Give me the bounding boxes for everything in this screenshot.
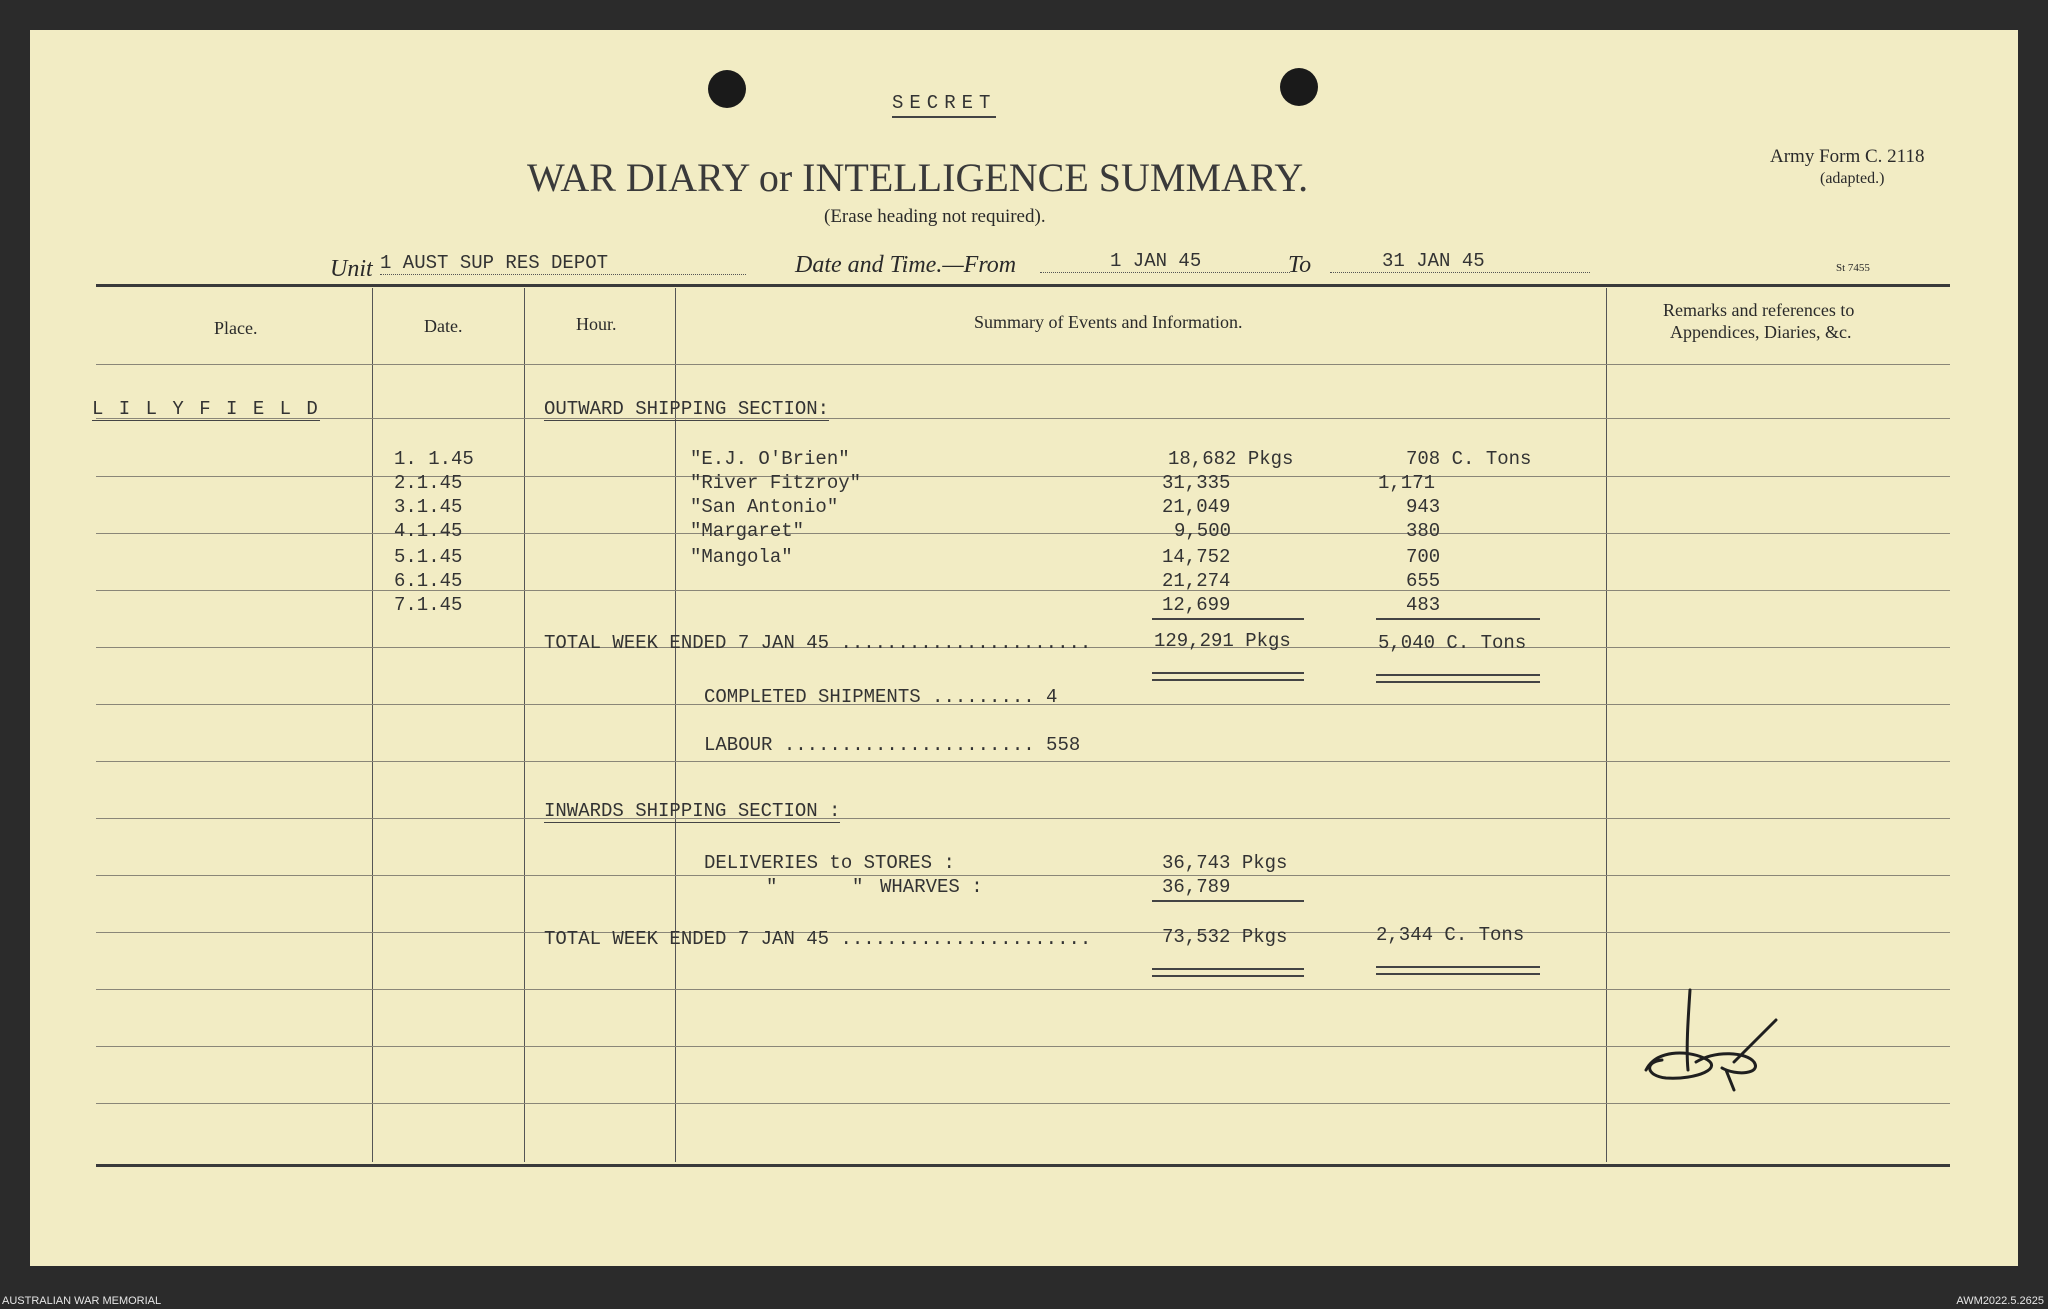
table-top-border (96, 284, 1950, 287)
ship-name: "Margaret" (690, 520, 805, 542)
page-title: WAR DIARY or INTELLIGENCE SUMMARY. (527, 155, 1309, 200)
tons-value: 943 (1406, 496, 1441, 518)
total-double-rule (1152, 968, 1304, 977)
table-bottom-border (96, 1164, 1950, 1167)
footer-right: AWM2022.5.2625 (1956, 1295, 2044, 1307)
packages-value: 12,699 (1162, 594, 1231, 616)
ditto-mark: " (766, 876, 778, 898)
ship-name: "River Fitzroy" (690, 472, 862, 494)
inward-total-packages: 73,532 Pkgs (1162, 926, 1288, 948)
deliveries-wharves-value: 36,789 (1162, 876, 1231, 898)
inward-total-tons: 2,344 C. Tons (1376, 924, 1525, 946)
packages-value: 21,274 (1162, 570, 1231, 592)
date-from-value: 1 JAN 45 (1040, 250, 1290, 273)
army-form-number: Army Form C. 2118 (1770, 146, 1925, 167)
inward-section-heading: INWARDS SHIPPING SECTION : (544, 800, 841, 822)
total-double-rule (1376, 966, 1540, 975)
date-entry: 3.1.45 (394, 496, 463, 518)
date-entry: 5.1.45 (394, 546, 463, 568)
outward-total-tons: 5,040 C. Tons (1378, 632, 1527, 654)
footer-left: AUSTRALIAN WAR MEMORIAL (2, 1295, 162, 1307)
unit-value: 1 AUST SUP RES DEPOT (380, 252, 746, 275)
labour-count: LABOUR ...................... 558 (704, 734, 1081, 756)
inward-total-label: TOTAL WEEK ENDED 7 JAN 45 ...................... (544, 928, 1092, 950)
column-header-summary: Summary of Events and Information. (974, 312, 1243, 332)
tons-value: 700 (1406, 546, 1441, 568)
ruled-line (96, 875, 1950, 876)
column-divider (524, 288, 525, 1162)
ruled-line (96, 476, 1950, 477)
ruled-line (96, 590, 1950, 591)
column-header-remarks: Appendices, Diaries, &c. (1670, 322, 1852, 342)
column-header-place: Place. (214, 318, 258, 338)
column-divider (1606, 288, 1607, 1162)
outward-section-heading: OUTWARD SHIPPING SECTION: (544, 398, 830, 420)
packages-value: 14,752 (1162, 546, 1231, 568)
deliveries-stores-label: DELIVERIES to STORES : (704, 852, 955, 874)
subtotal-rule (1376, 618, 1540, 620)
unit-label: Unit (330, 256, 373, 282)
punch-hole-left (708, 70, 746, 108)
ruled-line (96, 818, 1950, 819)
tons-value: 708 C. Tons (1406, 448, 1532, 470)
column-header-date: Date. (424, 316, 463, 336)
place-name: L I L Y F I E L D (92, 398, 320, 420)
date-to-label: To (1288, 252, 1312, 278)
column-divider (372, 288, 373, 1162)
completed-shipments: COMPLETED SHIPMENTS ......... 4 (704, 686, 1058, 708)
ship-name: "San Antonio" (690, 496, 839, 518)
tons-value: 380 (1406, 520, 1441, 542)
date-from-label: Date and Time.—From (795, 252, 1017, 278)
ditto-mark: " (852, 876, 864, 898)
army-form-adapted: (adapted.) (1820, 170, 1885, 187)
outward-total-label: TOTAL WEEK ENDED 7 JAN 45 ...................... (544, 632, 1092, 654)
date-entry: 2.1.45 (394, 472, 463, 494)
ship-name: "Mangola" (690, 546, 793, 568)
signature (1626, 950, 1816, 1110)
date-entry: 6.1.45 (394, 570, 463, 592)
tons-value: 483 (1406, 594, 1441, 616)
punch-hole-right (1280, 68, 1318, 106)
packages-value: 21,049 (1162, 496, 1231, 518)
subtotal-rule (1152, 900, 1304, 902)
ruled-line (96, 533, 1950, 534)
date-to-value: 31 JAN 45 (1330, 250, 1590, 273)
packages-value: 18,682 Pkgs (1168, 448, 1294, 470)
tons-value: 655 (1406, 570, 1441, 592)
column-header-remarks: Remarks and references to (1663, 300, 1855, 320)
tons-value: 1,171 (1378, 472, 1436, 494)
total-double-rule (1376, 674, 1540, 683)
total-double-rule (1152, 672, 1304, 681)
date-entry: 7.1.45 (394, 594, 463, 616)
page-subtitle: (Erase heading not required). (824, 206, 1046, 227)
stock-number: St 7455 (1836, 262, 1870, 274)
outward-total-packages: 129,291 Pkgs (1154, 630, 1291, 652)
classification-stamp: SECRET (892, 92, 996, 118)
date-entry: 1. 1.45 (394, 448, 474, 470)
ruled-line (96, 364, 1950, 365)
ship-name: "E.J. O'Brien" (690, 448, 850, 470)
ruled-line (96, 418, 1950, 419)
packages-value: 9,500 (1174, 520, 1232, 542)
deliveries-stores-value: 36,743 Pkgs (1162, 852, 1288, 874)
ruled-line (96, 761, 1950, 762)
diary-sheet (30, 30, 2018, 1266)
deliveries-wharves-label: WHARVES : (880, 876, 983, 898)
subtotal-rule (1152, 618, 1304, 620)
column-header-hour: Hour. (576, 314, 617, 334)
packages-value: 31,335 (1162, 472, 1231, 494)
date-entry: 4.1.45 (394, 520, 463, 542)
